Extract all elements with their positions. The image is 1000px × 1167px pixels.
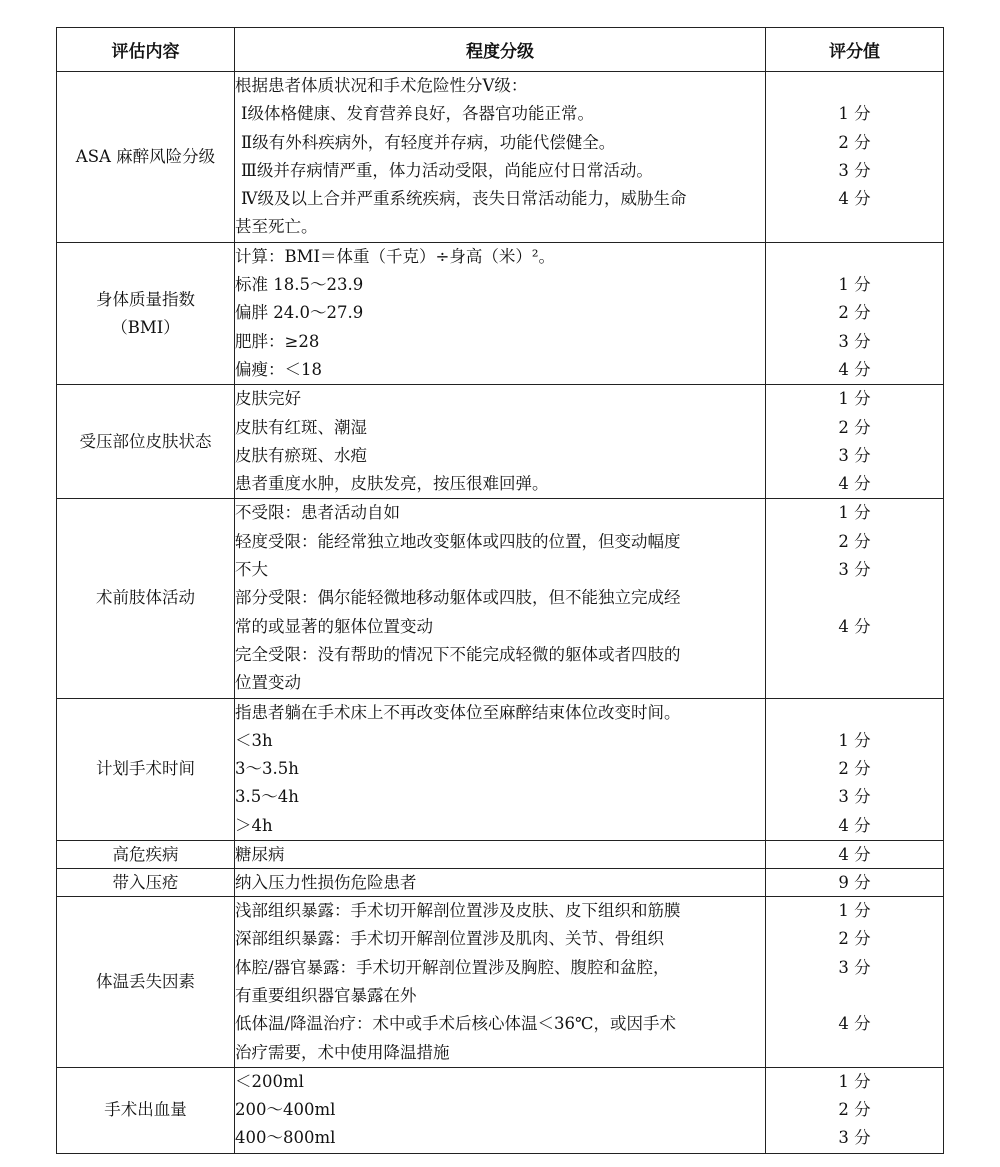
header-row xyxy=(57,28,944,72)
table-row xyxy=(57,1067,944,1153)
grading-line: ＜3h xyxy=(235,730,273,750)
score-value: 1 分 xyxy=(838,389,871,409)
grading-line: 皮肤完好 xyxy=(235,389,301,409)
score-value: 4 分 xyxy=(838,189,871,209)
grading-line: 偏胖 24.0～27.9 xyxy=(235,303,364,323)
score-value xyxy=(766,243,943,271)
grading-cell xyxy=(235,1067,766,1153)
grading-line: 有重要组织器官暴露在外 xyxy=(235,985,417,1005)
grading-line: 治疗需要，术中使用降温措施 xyxy=(235,1042,450,1062)
table-row xyxy=(57,897,944,1068)
table-row xyxy=(57,385,944,499)
grading-line: 常的或显著的躯体位置变动 xyxy=(235,616,433,636)
grading-line: 3.5～4h xyxy=(235,787,299,807)
score-value: 3 分 xyxy=(838,1128,871,1148)
score-value: 4 分 xyxy=(838,616,871,636)
grading-line: 不受限：患者活动自如 xyxy=(235,503,400,523)
grading-line: Ⅳ级及以上合并严重系统疾病，丧失日常活动能力，威胁生命 xyxy=(241,189,687,209)
table-row xyxy=(57,72,944,243)
score-value: 4 分 xyxy=(838,1014,871,1034)
score-value: 4 分 xyxy=(838,474,871,494)
category-label: 手术出血量 xyxy=(104,1100,187,1120)
grading-line: Ⅲ级并存病情严重，体力活动受限，尚能应付日常活动。 xyxy=(241,160,653,180)
grading-line: 标准 18.5～23.9 xyxy=(235,275,364,295)
category-label: （BMI） xyxy=(111,317,180,337)
grading-line: 3～3.5h xyxy=(235,759,299,779)
header-score: 评分值 xyxy=(766,28,944,72)
score-cell xyxy=(766,385,944,499)
score-cell xyxy=(766,242,944,384)
score-value: 2 分 xyxy=(838,531,871,551)
score-value: 3 分 xyxy=(838,957,871,977)
grading-cell xyxy=(235,242,766,384)
score-value xyxy=(766,213,943,241)
grading-line: 纳入压力性损伤危险患者 xyxy=(235,873,417,893)
grading-cell xyxy=(235,72,766,243)
header-category: 评估内容 xyxy=(57,28,235,72)
score-cell xyxy=(766,869,944,897)
grading-line: 甚至死亡。 xyxy=(235,217,318,237)
grading-line: 皮肤有瘀斑、水疱 xyxy=(235,445,367,465)
grading-line: 轻度受限：能经常独立地改变躯体或四肢的位置，但变动幅度 xyxy=(235,531,681,551)
score-value xyxy=(766,72,943,100)
category-label: 身体质量指数 xyxy=(96,289,195,309)
grading-line: 根据患者体质状况和手术危险性分Ⅴ级： xyxy=(235,76,528,95)
score-cell xyxy=(766,499,944,698)
grading-line: 计算：BMI＝体重（千克）÷身高（米）²。 xyxy=(235,246,555,266)
score-value: 4 分 xyxy=(838,359,871,379)
grading-line: 皮肤有红斑、潮湿 xyxy=(235,417,367,437)
score-value: 3 分 xyxy=(838,331,871,351)
grading-line: Ⅰ级体格健康、发育营养良好，各器官功能正常。 xyxy=(241,104,595,124)
grading-line: 浅部组织暴露：手术切开解剖位置涉及皮肤、皮下组织和筋膜 xyxy=(235,901,681,921)
grading-cell xyxy=(235,897,766,1068)
score-value xyxy=(766,669,943,697)
category-label: 带入压疮 xyxy=(112,873,179,893)
assessment-table xyxy=(56,27,944,1154)
score-value: 2 分 xyxy=(838,132,871,152)
score-cell xyxy=(766,841,944,869)
table-row xyxy=(57,869,944,897)
score-value: 4 分 xyxy=(838,845,871,865)
score-value: 2 分 xyxy=(838,417,871,437)
score-cell xyxy=(766,1067,944,1153)
score-value: 1 分 xyxy=(838,1071,871,1091)
category-cell xyxy=(57,242,235,384)
grading-line: ＜200ml xyxy=(235,1071,304,1091)
header-grading: 程度分级 xyxy=(235,28,766,72)
score-value: 3 分 xyxy=(838,445,871,465)
score-value xyxy=(766,982,943,1010)
score-value: 9 分 xyxy=(838,873,871,893)
category-label: 受压部位皮肤状态 xyxy=(79,431,212,451)
score-cell xyxy=(766,698,944,840)
grading-line: 400～800ml xyxy=(235,1128,336,1148)
category-cell xyxy=(57,869,235,897)
grading-line: 患者重度水肿，皮肤发亮，按压很难回弹。 xyxy=(235,474,549,494)
category-cell xyxy=(57,698,235,840)
grading-line: 体腔/器官暴露：手术切开解剖位置涉及胸腔、腹腔和盆腔， xyxy=(235,957,670,977)
category-cell xyxy=(57,841,235,869)
grading-line: 完全受限：没有帮助的情况下不能完成轻微的躯体或者四肢的 xyxy=(235,644,681,664)
grading-line: ＞4h xyxy=(235,815,273,835)
score-value xyxy=(766,641,943,669)
grading-cell xyxy=(235,869,766,897)
grading-line: 部分受限：偶尔能轻微地移动躯体或四肢，但不能独立完成经 xyxy=(235,588,681,608)
grading-line: 深部组织暴露：手术切开解剖位置涉及肌肉、关节、骨组织 xyxy=(235,929,664,949)
grading-line: 200～400ml xyxy=(235,1100,336,1120)
category-cell xyxy=(57,72,235,243)
score-value: 4 分 xyxy=(838,815,871,835)
score-value: 2 分 xyxy=(838,1100,871,1120)
grading-line: 糖尿病 xyxy=(235,845,285,865)
grading-line: Ⅱ级有外科疾病外，有轻度并存病，功能代偿健全。 xyxy=(241,132,616,152)
score-cell xyxy=(766,897,944,1068)
grading-line: 低体温/降温治疗：术中或手术后核心体温＜36℃，或因手术 xyxy=(235,1014,677,1034)
category-label: 体温丢失因素 xyxy=(96,971,195,991)
category-label: 高危疾病 xyxy=(112,845,179,865)
category-cell xyxy=(57,385,235,499)
score-value: 3 分 xyxy=(838,787,871,807)
grading-line: 不大 xyxy=(235,560,268,580)
score-cell xyxy=(766,72,944,243)
category-label: 计划手术时间 xyxy=(96,759,195,779)
category-label: ASA 麻醉风险分级 xyxy=(75,146,216,166)
category-cell xyxy=(57,499,235,698)
score-value: 1 分 xyxy=(838,275,871,295)
score-value xyxy=(766,1039,943,1067)
table-row xyxy=(57,698,944,840)
grading-cell xyxy=(235,698,766,840)
score-value: 3 分 xyxy=(838,160,871,180)
category-label: 术前肢体活动 xyxy=(96,588,195,608)
grading-cell xyxy=(235,385,766,499)
table-row xyxy=(57,242,944,384)
score-value: 1 分 xyxy=(838,901,871,921)
grading-line: 位置变动 xyxy=(235,673,301,693)
score-value: 1 分 xyxy=(838,503,871,523)
table-row xyxy=(57,499,944,698)
score-value: 2 分 xyxy=(838,759,871,779)
grading-line: 偏瘦：＜18 xyxy=(235,359,322,379)
score-value: 2 分 xyxy=(838,303,871,323)
score-value: 1 分 xyxy=(838,104,871,124)
grading-cell xyxy=(235,841,766,869)
table-row xyxy=(57,841,944,869)
score-value: 1 分 xyxy=(838,730,871,750)
category-cell xyxy=(57,897,235,1068)
score-value: 2 分 xyxy=(838,929,871,949)
score-value xyxy=(766,584,943,612)
score-value: 3 分 xyxy=(838,560,871,580)
grading-line: 指患者躺在手术床上不再改变体位至麻醉结束体位改变时间。 xyxy=(235,702,681,722)
grading-line: 肥胖：≥28 xyxy=(235,331,320,351)
category-cell xyxy=(57,1067,235,1153)
score-value xyxy=(766,699,943,727)
grading-cell xyxy=(235,499,766,698)
